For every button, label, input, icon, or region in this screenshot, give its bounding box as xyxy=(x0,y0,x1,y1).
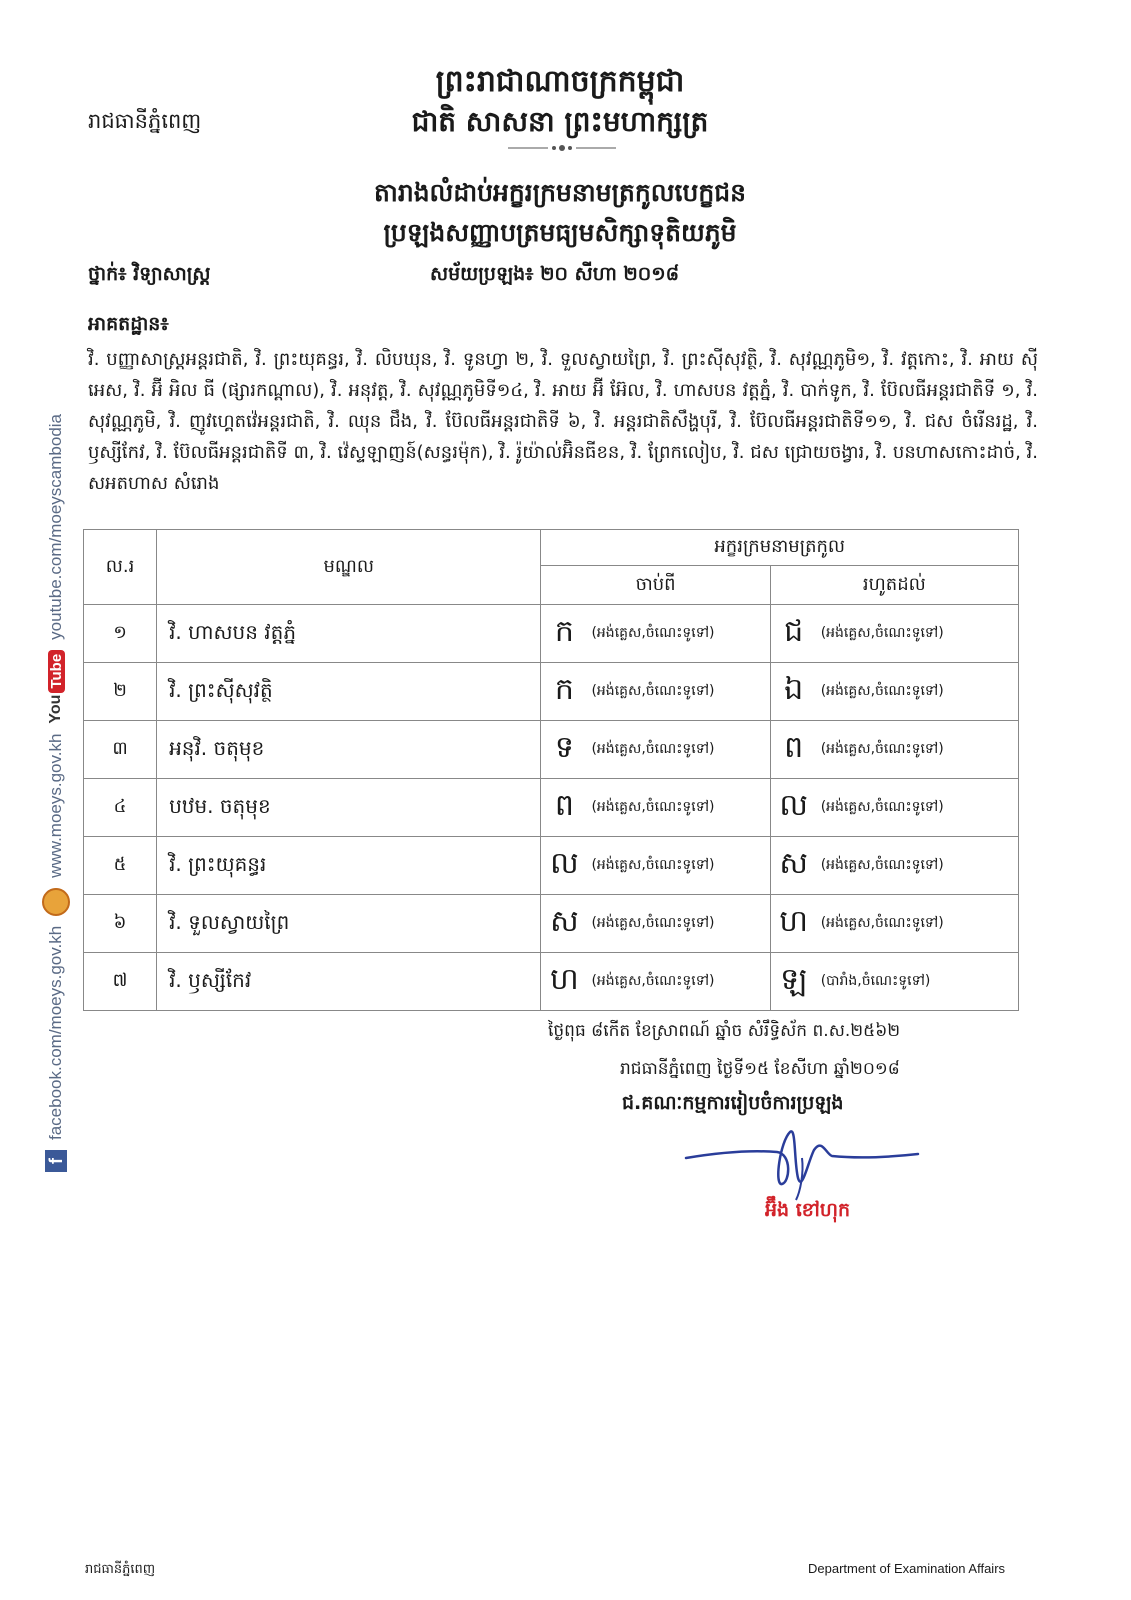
row-number: ៣ xyxy=(84,721,157,779)
to-letter: ឡ xyxy=(780,961,808,997)
alphabet-range-table xyxy=(83,529,1019,1011)
to-letter: ល xyxy=(779,787,808,823)
from-letter: ស xyxy=(550,903,579,939)
range-to-cell xyxy=(770,895,1018,953)
from-letter: ក xyxy=(554,671,574,707)
center-name: វិ. ហាសបន វត្តភ្នំ xyxy=(157,605,541,663)
row-number: ២ xyxy=(84,663,157,721)
from-subjects: (អង់គ្លេស,ចំណេះទូទៅ) xyxy=(591,625,715,641)
to-letter: ស xyxy=(779,845,808,881)
website-link[interactable]: www.moeys.gov.kh xyxy=(46,733,65,878)
table-row xyxy=(84,779,1019,837)
ornament-divider-icon xyxy=(508,142,616,154)
from-letter: ព xyxy=(554,787,574,823)
to-subjects: (អង់គ្លេស,ចំណេះទូទៅ) xyxy=(820,799,944,815)
committee-title: ជ.គណៈកម្មការរៀបចំការប្រឡង xyxy=(622,1092,844,1114)
youtube-tube-text: Tube xyxy=(48,650,65,693)
range-to-cell xyxy=(770,837,1018,895)
to-subjects: (បារាំង,ចំណេះទូទៅ) xyxy=(820,973,931,989)
table-row xyxy=(84,837,1019,895)
exam-centers-label: អាគតដ្ឋាន៖ xyxy=(88,313,169,335)
range-from-cell xyxy=(541,953,770,1011)
range-to-cell xyxy=(770,721,1018,779)
document-title: តារាងលំដាប់អក្ខរក្រមនាមត្រកូលបេក្ខជន xyxy=(374,178,746,207)
range-from-cell xyxy=(541,663,770,721)
from-letter: ហ xyxy=(550,961,579,997)
from-letter: ទ xyxy=(554,729,574,765)
row-number: ៧ xyxy=(84,953,157,1011)
signature-image xyxy=(682,1122,922,1202)
from-letter: ល xyxy=(550,845,579,881)
center-name: វិ. ព្រះស៊ីសុវត្ថិ xyxy=(157,663,541,721)
signer-name: អ៊ឹង ខៅហុក xyxy=(765,1199,851,1221)
from-subjects: (អង់គ្លេស,ចំណេះទូទៅ) xyxy=(591,915,715,931)
range-from-cell xyxy=(541,605,770,663)
from-letter: ក xyxy=(554,613,574,649)
table-row xyxy=(84,663,1019,721)
to-letter: ឯ xyxy=(784,671,804,707)
youtube-icon xyxy=(47,650,65,724)
facebook-link[interactable]: facebook.com/moeys.gov.kh xyxy=(46,925,65,1140)
to-subjects: (អង់គ្លេស,ចំណេះទូទៅ) xyxy=(820,741,944,757)
from-subjects: (អង់គ្លេស,ចំណេះទូទៅ) xyxy=(591,683,715,699)
range-from-cell xyxy=(541,837,770,895)
kingdom-title: ព្រះរាជាណាចក្រកម្ពុជា xyxy=(435,64,685,99)
youtube-you-text: You xyxy=(47,694,64,724)
center-name: វិ. ឫស្សីកែវ xyxy=(157,953,541,1011)
facebook-icon: f xyxy=(45,1150,67,1172)
to-letter: ព xyxy=(784,729,804,765)
lunar-date: ថ្ងៃពុធ ៨កើត ខែស្រាពណ៍ ឆ្នាំច សំរឹទ្ធិស័ក ព.ស.២៥៦២ xyxy=(548,1021,901,1041)
row-number: ៦ xyxy=(84,895,157,953)
exam-session: សម័យប្រឡង៖ ២០ សីហា ២០១៨ xyxy=(430,263,680,285)
range-to-cell xyxy=(770,779,1018,837)
from-subjects: (អង់គ្លេស,ចំណេះទូទៅ) xyxy=(591,857,715,873)
header-no: ល.រ xyxy=(84,530,157,605)
from-subjects: (អង់គ្លេស,ចំណេះទូទៅ) xyxy=(591,973,715,989)
footer-city: រាជធានីភ្នំពេញ xyxy=(85,1562,156,1577)
header-to: រហូតដល់ xyxy=(770,566,1018,605)
document-subtitle: ប្រឡងសញ្ញាបត្រមធ្យមសិក្សាទុតិយភូមិ xyxy=(383,218,737,247)
table-row xyxy=(84,605,1019,663)
center-name: បឋម. ចតុមុខ xyxy=(157,779,541,837)
header-range: អក្ខរក្រមនាមត្រកូល xyxy=(541,530,1019,566)
header-center: មណ្ឌល xyxy=(157,530,541,605)
youtube-link[interactable]: youtube.com/moeyscambodia xyxy=(46,413,65,640)
range-from-cell xyxy=(541,721,770,779)
range-to-cell xyxy=(770,953,1018,1011)
solar-date: រាជធានីភ្នំពេញ ថ្ងៃទី១៥ ខែសីហា ឆ្នាំ២០១៨ xyxy=(620,1059,900,1079)
range-from-cell xyxy=(541,895,770,953)
center-name: វិ. ព្រះយុគន្ធរ xyxy=(157,837,541,895)
exam-centers-list: វិ. បញ្ញាសាស្ត្រអន្តរជាតិ, វិ. ព្រះយុគន្ធរ, វិ. លិបឃុន, វិ. ទូនហ្វា ២, វិ. ទួលស្វាយព្រៃ, វិ. ព្រះស៊ីសុវត្ថិ, វិ. សុវណ្ណភូមិ១, វិ. វត្តកោះ, វិ. អាយ ស៊ី អេស, វិ. អ៊ី អិល ធី (ផ្សារកណ្ដាល), វិ. អនុវត្ត, វិ. សុវណ្ណភូមិទី១៤, វិ. អាយ អ៊ី អ៊ែល, វិ. ហាសបន វត្តភ្នំ, វិ. បាក់ទូក, វិ. ប៊ែលធីអន្តរជាតិទី ១, វិ. សុវណ្ណភូមិ, វិ. ញូវហ្គេតវ៉េអន្តរជាតិ, វិ. ឈុន ជឹង, វិ. ប៊ែលធីអន្តរជាតិទី ៦, វិ. អន្តរជាតិសឹង្ហបុរី, វិ. ប៊ែលធីអន្តរជាតិទី១១, វិ. ជស ចំរើនរដ្ឋ, វិ. ឫស្សីកែវ, វិ. ប៊ែលធីអន្តរជាតិទី ៣, វិ. វ៉េស្ទឡាញន៍(សន្ធរម៉ុក), វិ. រ៉ូយ៉ាល់អ៊ិនធីខន, វិ. ព្រែកលៀប, វិ. ជស ជ្រោយចង្វារ, វិ. បនហាសកោះដាច់, វិ. សអតហាស សំរោង xyxy=(88,349,1038,494)
table-body xyxy=(84,605,1019,1011)
ministry-emblem-icon xyxy=(42,888,70,916)
from-subjects: (អង់គ្លេស,ចំណេះទូទៅ) xyxy=(591,799,715,815)
range-to-cell xyxy=(770,663,1018,721)
footer-department: Department of Examination Affairs xyxy=(808,1561,1006,1576)
to-subjects: (អង់គ្លេស,ចំណេះទូទៅ) xyxy=(820,915,944,931)
from-subjects: (អង់គ្លេស,ចំណេះទូទៅ) xyxy=(591,741,715,757)
table-row xyxy=(84,895,1019,953)
range-to-cell xyxy=(770,605,1018,663)
social-links-sidebar xyxy=(36,172,76,1172)
row-number: ៥ xyxy=(84,837,157,895)
row-number: ១ xyxy=(84,605,157,663)
to-letter: ជ xyxy=(784,613,804,649)
row-number: ៤ xyxy=(84,779,157,837)
to-subjects: (អង់គ្លេស,ចំណេះទូទៅ) xyxy=(820,683,944,699)
to-subjects: (អង់គ្លេស,ចំណេះទូទៅ) xyxy=(820,625,944,641)
center-name: វិ. ទួលស្វាយព្រៃ xyxy=(157,895,541,953)
table-row xyxy=(84,721,1019,779)
range-from-cell xyxy=(541,779,770,837)
to-letter: ហ xyxy=(779,903,808,939)
center-name: អនុវិ. ចតុមុខ xyxy=(157,721,541,779)
national-motto: ជាតិ សាសនា ព្រះមហាក្សត្រ xyxy=(411,105,709,138)
to-subjects: (អង់គ្លេស,ចំណេះទូទៅ) xyxy=(820,857,944,873)
table-row xyxy=(84,953,1019,1011)
class-level: ថ្នាក់៖ វិទ្យាសាស្ត្រ xyxy=(88,263,211,285)
city-header: រាជធានីភ្នំពេញ xyxy=(88,109,202,133)
header-from: ចាប់ពី xyxy=(541,566,770,605)
